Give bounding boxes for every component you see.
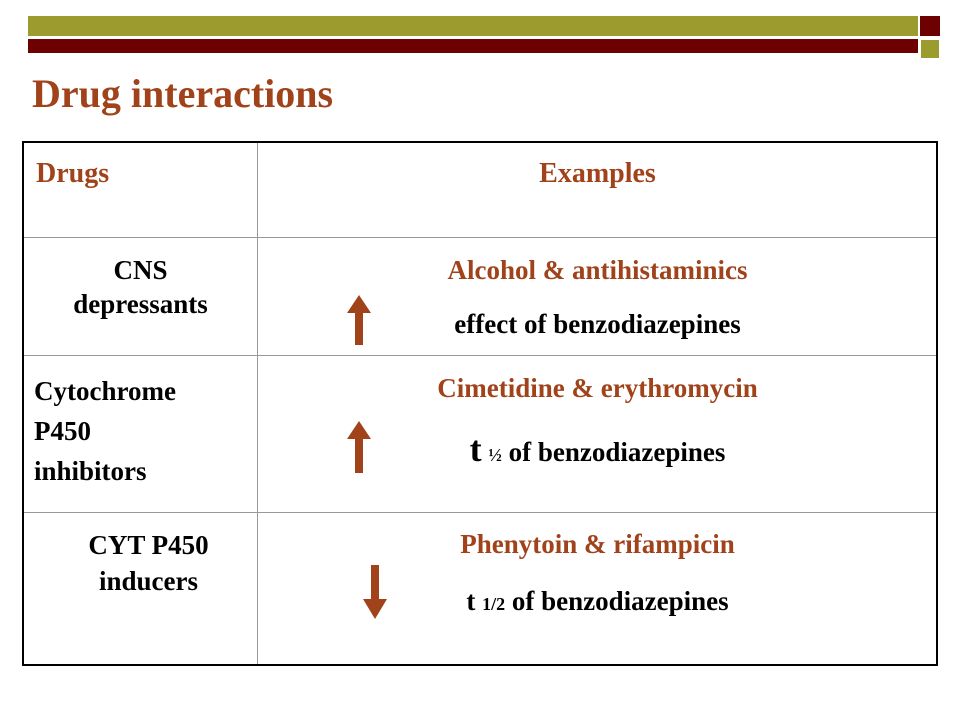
header-bar-maroon	[28, 39, 918, 53]
example-title: Alcohol & antihistaminics	[447, 255, 748, 285]
row-divider	[24, 237, 936, 238]
header-square-maroon	[920, 16, 940, 36]
interactions-table	[22, 141, 938, 666]
drug-cell	[24, 371, 257, 491]
page-title: Drug interactions	[32, 71, 334, 116]
drug-line: inducers	[98, 566, 198, 596]
drug-line: inhibitors	[34, 456, 147, 486]
column-divider	[257, 143, 258, 664]
up-arrow-icon	[344, 419, 374, 475]
row-divider	[24, 512, 936, 513]
effect-prefix: t	[466, 586, 476, 616]
drug-line: Cytochrome	[34, 376, 176, 406]
drug-cell	[24, 253, 257, 321]
effect-prefix: t	[469, 429, 482, 469]
header-drugs: Drugs	[36, 158, 110, 189]
drug-line: CNS	[113, 255, 168, 285]
drug-line: depressants	[73, 289, 208, 319]
up-arrow-icon	[344, 293, 374, 347]
drug-cell	[24, 527, 257, 599]
drug-line: P450	[34, 416, 91, 446]
header-square-olive	[920, 39, 940, 59]
effect-text: of benzodiazepines	[511, 586, 729, 616]
effect-subscript: 1/2	[482, 594, 506, 614]
header-bar-olive	[28, 16, 918, 36]
effect-text: effect of benzodiazepines	[454, 309, 741, 339]
drug-line: CYT P450	[88, 530, 209, 560]
header-examples: Examples	[539, 158, 656, 189]
example-title: Cimetidine & erythromycin	[437, 373, 758, 403]
example-title: Phenytoin & rifampicin	[460, 529, 735, 559]
row-divider	[24, 355, 936, 356]
effect-text: of benzodiazepines	[508, 437, 726, 467]
effect-subscript: ½	[488, 445, 502, 465]
down-arrow-icon	[360, 563, 390, 621]
